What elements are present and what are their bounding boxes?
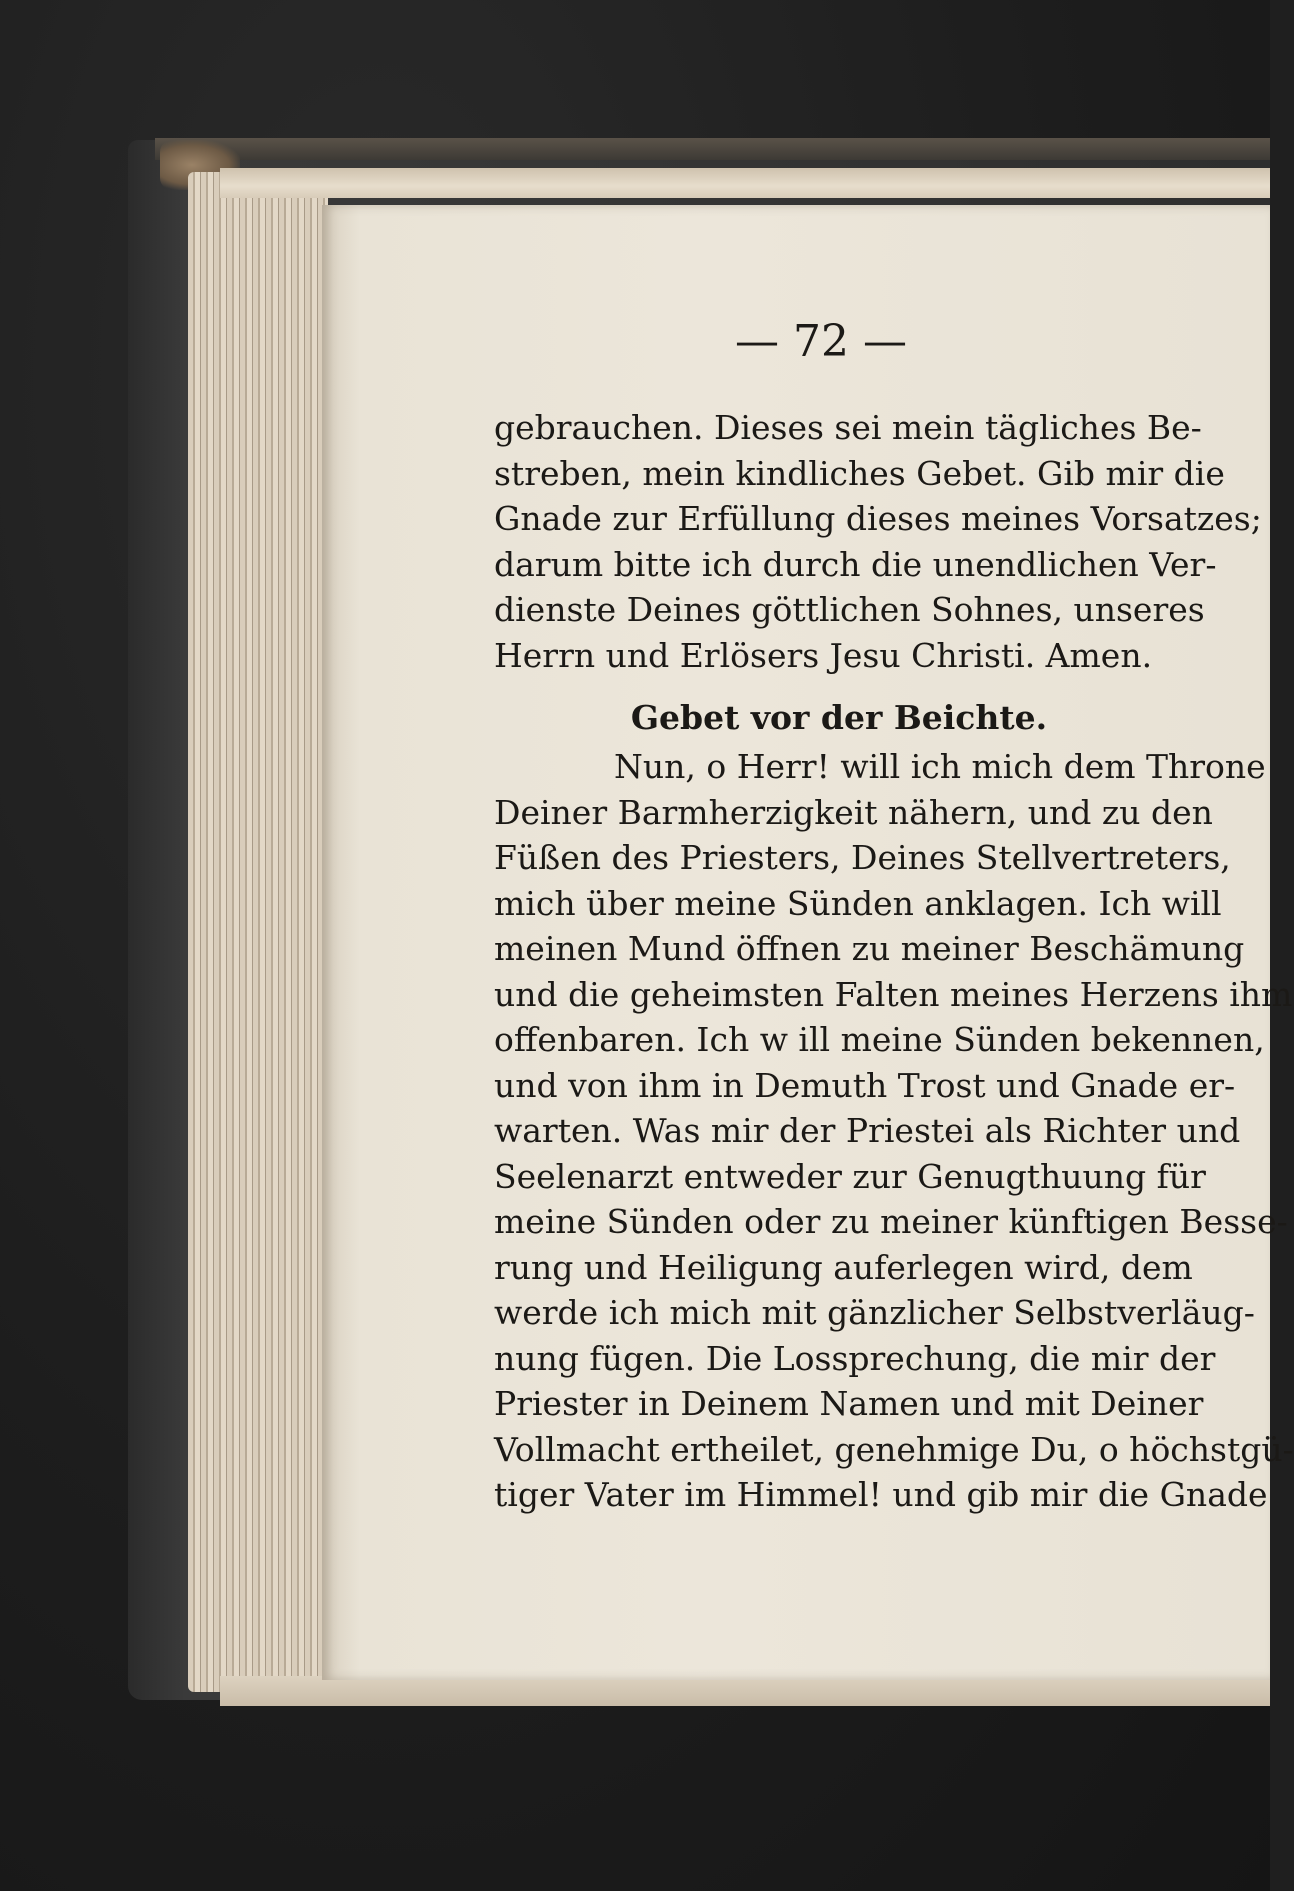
text-line: und von ihm in Demuth Trost und Gnade er- — [494, 1065, 1236, 1105]
text-line: rung und Heiligung auferlegen wird, dem — [494, 1247, 1193, 1287]
text-line: Nun, o Herr! will ich mich dem Throne — [614, 747, 1266, 786]
text-line: meinen Mund öffnen zu meiner Beschämung — [494, 929, 1245, 968]
text-line: Seelenarzt entweder zur Genugthuung für — [494, 1156, 1206, 1196]
section-heading: Gebet vor der Beichte. — [630, 698, 1048, 737]
text-line: werde ich mich mit gänzlicher Selbstverläug- — [494, 1293, 1255, 1332]
text-line: Füßen des Priesters, Deines Stellvertreters, — [494, 838, 1231, 877]
text-line: darum bitte ich durch die unendlichen Ver- — [494, 544, 1217, 584]
page-edges-bottom — [220, 1676, 1270, 1706]
text-line: offenbaren. Ich w ill meine Sünden bekennen, — [494, 1020, 1265, 1059]
text-line: tiger Vater im Himmel! und gib mir die Gnade — [494, 1475, 1268, 1514]
text-line: gebrauchen. Dieses sei mein tägliches Be- — [494, 408, 1202, 447]
cover-top-edge — [155, 138, 1270, 160]
text-line: Priester in Deinem Namen und mit Deiner — [494, 1384, 1204, 1423]
text-line: Vollmacht ertheilet, genehmige Du, o höchstgü- — [494, 1429, 1294, 1469]
page-number: — 72 — — [735, 316, 907, 367]
page-edges — [188, 172, 328, 1692]
text-line: und die geheimsten Falten meines Herzens ihm — [494, 974, 1293, 1014]
text-line: streben, mein kindliches Gebet. Gib mir die — [494, 453, 1225, 493]
text-line: mich über meine Sünden anklagen. Ich will — [494, 883, 1222, 923]
text-line: dienste Deines göttlichen Sohnes, unseres — [494, 590, 1205, 629]
page-text — [494, 405, 1294, 1518]
text-line: nung fügen. Die Lossprechung, die mir der — [494, 1338, 1216, 1378]
page-edges-top — [220, 168, 1270, 198]
text-line: Gnade zur Erfüllung dieses meines Vorsatzes; — [494, 499, 1262, 538]
text-line: Deiner Barmherzigkeit nähern, und zu den — [494, 792, 1213, 832]
text-line: meine Sünden oder zu meiner künftigen Besse- — [494, 1202, 1288, 1241]
text-line: Herrn und Erlösers Jesu Christi. Amen. — [494, 635, 1153, 675]
text-line: warten. Was mir der Priestei als Richter und — [494, 1111, 1241, 1150]
